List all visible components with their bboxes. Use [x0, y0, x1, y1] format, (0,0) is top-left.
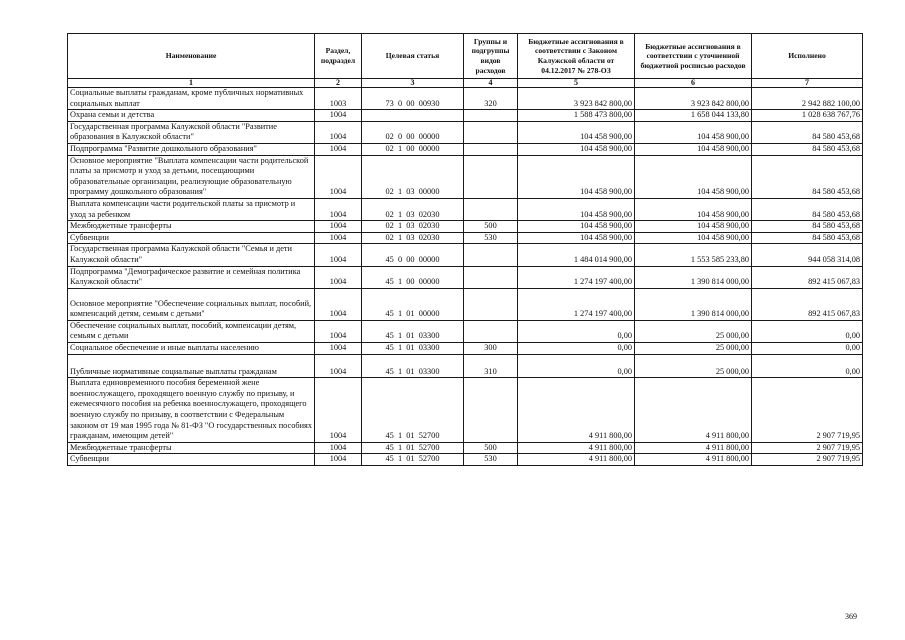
row-executed: 84 580 453,68: [752, 232, 863, 244]
row-name: Подпрограмма "Развитие дошкольного образования": [68, 143, 315, 155]
row-target: 45 1 01 52700: [362, 378, 464, 443]
row-law: 1 484 014 900,00: [518, 244, 635, 266]
row-target: 02 1 03 02030: [362, 232, 464, 244]
row-name: Государственная программа Калужской области "Развитие образования в Калужской области": [68, 121, 315, 143]
row-group: [464, 143, 518, 155]
row-name: Основное мероприятие "Обеспечение социальных выплат, пособий, компенсаций детям, семьям с детьми": [68, 288, 315, 320]
row-revised: 4 911 800,00: [635, 378, 752, 443]
column-number: 4: [464, 79, 518, 88]
row-revised: 104 458 900,00: [635, 155, 752, 198]
row-name: Социальное обеспечение и иные выплаты населению: [68, 343, 315, 355]
row-target: 02 1 03 00000: [362, 155, 464, 198]
row-revised: 3 923 842 800,00: [635, 88, 752, 110]
row-executed: 0,00: [752, 320, 863, 342]
table-row: [68, 442, 863, 454]
row-section: 1004: [315, 143, 362, 155]
row-law: 104 458 900,00: [518, 155, 635, 198]
header-budget-law: Бюджетные ассигнования в соответствии с Законом Калужской области от 04.12.2017 № 278-ОЗ: [518, 34, 635, 79]
row-target: 45 1 01 52700: [362, 442, 464, 454]
row-target: 02 1 03 02030: [362, 221, 464, 233]
row-section: 1004: [315, 288, 362, 320]
table-row: [68, 110, 863, 122]
row-revised: 104 458 900,00: [635, 121, 752, 143]
budget-table-sheet: [67, 33, 862, 466]
row-group: 530: [464, 454, 518, 466]
row-section: 1003: [315, 88, 362, 110]
row-law: 104 458 900,00: [518, 232, 635, 244]
row-law: 104 458 900,00: [518, 221, 635, 233]
row-name: Субвенции: [68, 454, 315, 466]
row-target: [362, 110, 464, 122]
row-executed: 84 580 453,68: [752, 221, 863, 233]
row-name: Подпрограмма "Демографическое развитие и семейная политика Калужской области": [68, 266, 315, 288]
row-name: Обеспечение социальных выплат, пособий, компенсации детям, семьям с детьми: [68, 320, 315, 342]
row-target: 02 0 00 00000: [362, 121, 464, 143]
row-section: 1004: [315, 320, 362, 342]
header-target: Целевая статья: [362, 34, 464, 79]
row-revised: 4 911 800,00: [635, 454, 752, 466]
row-name: Выплата компенсации части родительской платы за присмотр и уход за ребенком: [68, 198, 315, 220]
row-executed: 84 580 453,68: [752, 121, 863, 143]
row-law: 104 458 900,00: [518, 121, 635, 143]
row-revised: 104 458 900,00: [635, 143, 752, 155]
row-law: 0,00: [518, 354, 635, 378]
row-target: 73 0 00 00930: [362, 88, 464, 110]
row-group: [464, 198, 518, 220]
row-executed: 2 907 719,95: [752, 442, 863, 454]
column-number: 3: [362, 79, 464, 88]
row-name: Охрана семьи и детства: [68, 110, 315, 122]
row-group: [464, 378, 518, 443]
row-revised: 104 458 900,00: [635, 232, 752, 244]
row-law: 104 458 900,00: [518, 143, 635, 155]
column-number: 5: [518, 79, 635, 88]
row-law: 3 923 842 800,00: [518, 88, 635, 110]
row-group: [464, 155, 518, 198]
row-executed: 2 907 719,95: [752, 378, 863, 443]
row-law: 1 274 197 400,00: [518, 266, 635, 288]
row-group: 320: [464, 88, 518, 110]
table-row: [68, 354, 863, 378]
row-target: 45 1 00 00000: [362, 266, 464, 288]
row-revised: 25 000,00: [635, 343, 752, 355]
row-section: 1004: [315, 343, 362, 355]
row-law: 1 274 197 400,00: [518, 288, 635, 320]
row-name: Основное мероприятие "Выплата компенсации части родительской платы за присмотр и уход за детьми, посещающими образовательные организации, реализующие образовательную программу дошкольного образования": [68, 155, 315, 198]
row-name: Межбюджетные трансферты: [68, 221, 315, 233]
row-executed: 2 942 882 100,00: [752, 88, 863, 110]
row-target: 02 1 03 02030: [362, 198, 464, 220]
row-executed: 0,00: [752, 354, 863, 378]
row-revised: 104 458 900,00: [635, 221, 752, 233]
row-target: 45 1 01 03300: [362, 320, 464, 342]
row-revised: 1 553 585 233,80: [635, 244, 752, 266]
row-section: 1004: [315, 454, 362, 466]
row-law: 1 588 473 800,00: [518, 110, 635, 122]
row-revised: 25 000,00: [635, 354, 752, 378]
row-group: 310: [464, 354, 518, 378]
row-group: [464, 288, 518, 320]
row-name: Публичные нормативные социальные выплаты гражданам: [68, 354, 315, 378]
row-section: 1004: [315, 232, 362, 244]
row-revised: 25 000,00: [635, 320, 752, 342]
table-row: [68, 221, 863, 233]
header-executed: Исполнено: [752, 34, 863, 79]
column-number: 2: [315, 79, 362, 88]
row-target: 45 1 01 03300: [362, 343, 464, 355]
table-row: [68, 121, 863, 143]
table-header-row: [68, 34, 863, 79]
row-law: 4 911 800,00: [518, 442, 635, 454]
table-row: [68, 266, 863, 288]
row-group: 500: [464, 442, 518, 454]
table-row: [68, 454, 863, 466]
table-row: [68, 288, 863, 320]
row-name: Субвенции: [68, 232, 315, 244]
row-group: [464, 320, 518, 342]
row-section: 1004: [315, 221, 362, 233]
header-groups: Группы и подгруппы видов расходов: [464, 34, 518, 79]
row-law: 104 458 900,00: [518, 198, 635, 220]
table-row: [68, 232, 863, 244]
row-executed: 944 058 314,08: [752, 244, 863, 266]
row-revised: 1 390 814 000,00: [635, 266, 752, 288]
row-target: 45 1 01 52700: [362, 454, 464, 466]
table-row: [68, 88, 863, 110]
row-executed: 892 415 067,83: [752, 266, 863, 288]
row-revised: 4 911 800,00: [635, 442, 752, 454]
row-name: Социальные выплаты гражданам, кроме публичных нормативных социальных выплат: [68, 88, 315, 110]
table-row: [68, 343, 863, 355]
row-group: [464, 266, 518, 288]
row-group: [464, 121, 518, 143]
row-target: 45 1 01 03300: [362, 354, 464, 378]
header-budget-revised: Бюджетные ассигнования в соответствии с уточненной бюджетной росписью расходов: [635, 34, 752, 79]
row-revised: 1 390 814 000,00: [635, 288, 752, 320]
header-section: Раздел, подраздел: [315, 34, 362, 79]
row-section: 1004: [315, 244, 362, 266]
row-executed: 84 580 453,68: [752, 143, 863, 155]
row-target: 45 0 00 00000: [362, 244, 464, 266]
row-name: Межбюджетные трансферты: [68, 442, 315, 454]
header-name: Наименование: [68, 34, 315, 79]
row-name: Выплата единовременного пособия беременной жене военнослужащего, проходящего военную службу по призыву, и ежемесячного пособия на ребенка военнослужащего, проходящего военную службу по призыву, в соответствии с Федеральным законом от 19 мая 1995 года № 81-ФЗ "О государственных пособиях гражданам, имеющим детей": [68, 378, 315, 443]
table-row: [68, 320, 863, 342]
row-group: [464, 244, 518, 266]
row-group: 500: [464, 221, 518, 233]
column-number: 7: [752, 79, 863, 88]
row-executed: 2 907 719,95: [752, 454, 863, 466]
table-row: [68, 378, 863, 443]
row-law: 0,00: [518, 343, 635, 355]
row-revised: 1 658 044 133,80: [635, 110, 752, 122]
row-section: 1004: [315, 266, 362, 288]
budget-table: [67, 33, 863, 466]
row-group: [464, 110, 518, 122]
row-executed: 1 028 638 767,76: [752, 110, 863, 122]
row-section: 1004: [315, 110, 362, 122]
table-row: [68, 244, 863, 266]
row-law: 4 911 800,00: [518, 454, 635, 466]
row-executed: 892 415 067,83: [752, 288, 863, 320]
row-executed: 0,00: [752, 343, 863, 355]
page-number: 369: [845, 612, 857, 621]
row-section: 1004: [315, 155, 362, 198]
row-target: 02 1 00 00000: [362, 143, 464, 155]
table-row: [68, 155, 863, 198]
row-executed: 84 580 453,68: [752, 198, 863, 220]
table-row: [68, 143, 863, 155]
row-section: 1004: [315, 442, 362, 454]
row-group: 530: [464, 232, 518, 244]
table-row: [68, 198, 863, 220]
row-section: 1004: [315, 121, 362, 143]
row-target: 45 1 01 00000: [362, 288, 464, 320]
column-number: 1: [68, 79, 315, 88]
row-name: Государственная программа Калужской области "Семья и дети Калужской области": [68, 244, 315, 266]
row-law: 4 911 800,00: [518, 378, 635, 443]
column-number-row: [68, 79, 863, 88]
column-number: 6: [635, 79, 752, 88]
row-section: 1004: [315, 198, 362, 220]
row-group: 300: [464, 343, 518, 355]
row-section: 1004: [315, 354, 362, 378]
row-executed: 84 580 453,68: [752, 155, 863, 198]
row-revised: 104 458 900,00: [635, 198, 752, 220]
row-section: 1004: [315, 378, 362, 443]
row-law: 0,00: [518, 320, 635, 342]
